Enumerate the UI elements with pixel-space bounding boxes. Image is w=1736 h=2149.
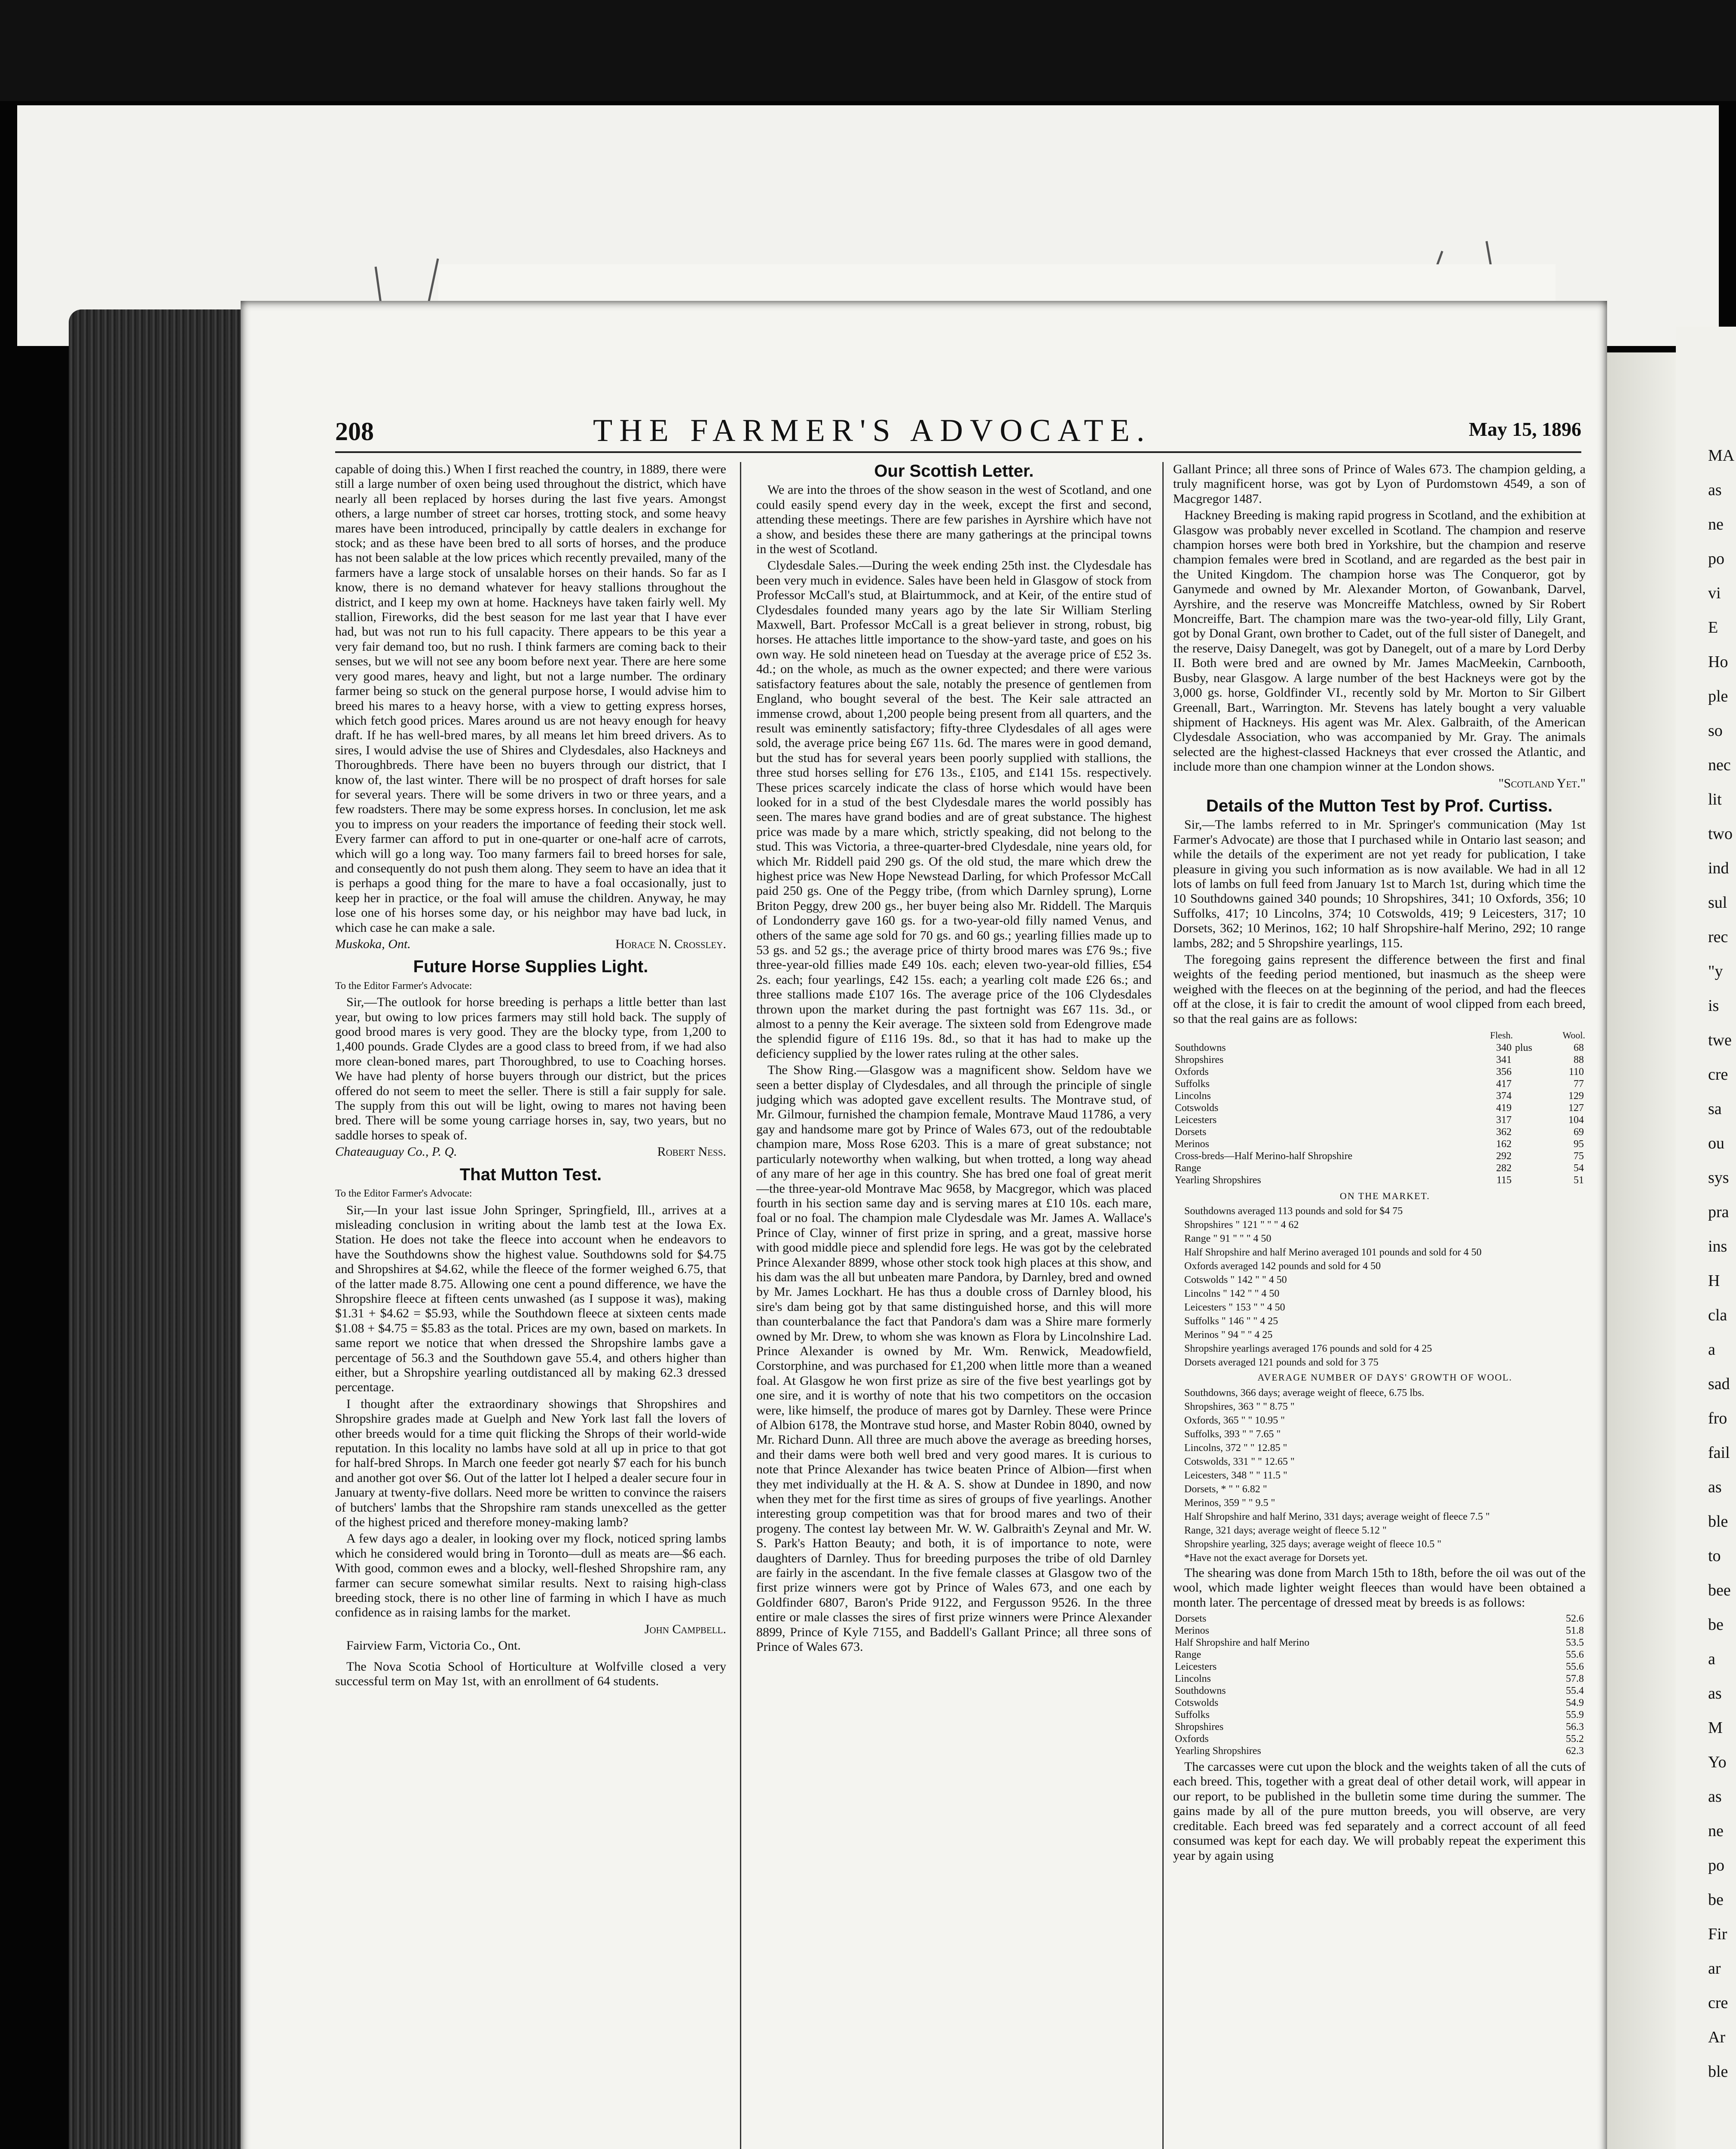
list-item: Leicesters, 348 " " 11.5 " — [1184, 1469, 1287, 1481]
cell-percentage: 55.2 — [1566, 1733, 1584, 1745]
cell-breed: Cross-breds—Half Merino-half Shropshire — [1175, 1151, 1353, 1162]
adjacent-text-fragment: be — [1708, 1891, 1724, 1909]
list-item: Half Shropshire and half Merino averaged 101 pounds and sold for 4 50 — [1184, 1247, 1482, 1258]
adjacent-text-fragment: nec — [1708, 756, 1731, 774]
adjacent-text-fragment: as — [1708, 1478, 1722, 1496]
letter-paragraph: I thought after the extraordinary showings that Shropshires and Shropshire grades made at Guelph and New York last fall the lovers of other breeds would for a time quit flicking the Shrops of their world-wide reputation. In this locality no lambs have sold at all up in price to that got for half-bred Shrops. In March one feeder got nearly $7 each for his bunch and another got over $6. Out of the latter lot I helped a dealer secure four in January at twenty-five dollars. Need more be written to convince the raisers of butchers' lambs that the Shropshire ram stands unexcelled as the getter of the highest priced and therefore money-making lamb? — [335, 1396, 726, 1530]
article-paragraph: We are into the throes of the show season in the west of Scotland, and one could easily spend every day in the week, except the first and second, attending these meetings. There are few parishes in Ayrshire which have not a show, and besides these there are many gatherings at the principal towns in the west of Scotland. — [756, 483, 1152, 557]
cell-plus — [1513, 1126, 1548, 1138]
adjacent-text-fragment: ins — [1708, 1237, 1727, 1255]
table-row — [1173, 1162, 1586, 1174]
list-item: Southdowns, 366 days; average weight of fleece, 6.75 lbs. — [1184, 1387, 1424, 1399]
masthead-title: THE FARMER'S ADVOCATE. — [593, 413, 1152, 448]
cell-flesh: 162 — [1496, 1139, 1512, 1150]
column-rule — [740, 462, 741, 2149]
adjacent-text-fragment: ble — [1708, 1512, 1728, 1531]
cell-percentage: 55.6 — [1566, 1661, 1584, 1673]
list-item: Suffolks " 146 " " 4 25 — [1184, 1316, 1278, 1327]
signature-place: Fairview Farm, Victoria Co., Ont. — [346, 1638, 521, 1653]
cell-flesh: 115 — [1496, 1175, 1512, 1186]
adjacent-text-fragment: Ar — [1708, 2028, 1726, 2046]
cell-wool: 54 — [1574, 1163, 1584, 1174]
cell-breed: Shropshires — [1175, 1721, 1224, 1733]
table-row — [1173, 1126, 1586, 1138]
table-row — [1173, 1685, 1586, 1697]
cell-breed: Lincolns — [1175, 1673, 1211, 1685]
adjacent-text-fragment: is — [1708, 997, 1719, 1015]
adjacent-text-fragment: vi — [1708, 584, 1721, 602]
page-number: 208 — [335, 417, 374, 446]
cell-wool: 51 — [1574, 1175, 1584, 1186]
cell-breed: Lincolns — [1175, 1090, 1211, 1102]
list-item: Oxfords, 365 " " 10.95 " — [1184, 1414, 1285, 1426]
adjacent-text-fragment: fro — [1708, 1409, 1727, 1427]
article-paragraph: The foregoing gains represent the difference between the first and final weights of the feeding period mentioned, but inasmuch as the sheep were weighed with the fleeces on at the beginning of the period, and had the fleeces off at the close, it is fair to credit the amount of wool clipped from each breed, so that the real gains are as follows: — [1173, 952, 1586, 1026]
cell-breed: Range — [1175, 1163, 1201, 1174]
dressed-percentage-table — [1173, 1613, 1586, 1757]
cell-plus — [1513, 1162, 1548, 1174]
market-list — [1173, 1205, 1586, 1368]
adjacent-text-fragment: a — [1708, 1650, 1715, 1668]
letter-paragraph: Sir,—The outlook for horse breeding is perhaps a little better than last year, but owing to low prices farmers may still hold back. The supply of good brood mares is very good. They are the blocky type, from 1,200 to 1,400 pounds. Grade Clydes are a good class to breed from, if we had also more clean-boned mares, part Thoroughbred, to use to Coaching horses. We have had plenty of horse buyers through our district, but the prices offered do not seem to meet the seller. There is still a fair supply for sale. The supply from this out will be light, owing to mares not having been bred. There will be some young carriage horses in, say, two years, but no saddle horses to speak of. — [335, 995, 726, 1142]
cell-flesh: 282 — [1496, 1163, 1512, 1174]
cell-plus — [1513, 1150, 1548, 1162]
adjacent-text-fragment: as — [1708, 1788, 1722, 1806]
table-heading: AVERAGE NUMBER OF DAYS' GROWTH OF WOOL. — [1257, 1372, 1513, 1383]
list-item: Half Shropshire and half Merino, 331 days; average weight of fleece 7.5 " — [1184, 1511, 1490, 1522]
adjacent-text-fragment: Yo — [1708, 1753, 1727, 1771]
table-row — [1173, 1745, 1586, 1757]
cell-plus — [1513, 1174, 1548, 1186]
list-item: Leicesters " 153 " " 4 50 — [1184, 1302, 1285, 1313]
column-rule — [1162, 462, 1164, 2149]
adjacent-text-fragment: twe — [1708, 1031, 1732, 1049]
cell-wool: 75 — [1574, 1151, 1584, 1162]
adjacent-text-fragment: sys — [1708, 1169, 1729, 1187]
cell-percentage: 55.4 — [1566, 1685, 1584, 1697]
book-spine-edge — [69, 309, 249, 2149]
cell-breed: Dorsets — [1175, 1127, 1207, 1138]
list-item: Dorsets, * " " 6.82 " — [1184, 1483, 1267, 1495]
adjacent-page-text — [1708, 438, 1736, 2089]
adjacent-text-fragment: sad — [1708, 1375, 1730, 1393]
cell-percentage: 53.5 — [1566, 1637, 1584, 1649]
table-row — [1173, 1709, 1586, 1721]
list-item: Shropshires " 121 " " " 4 62 — [1184, 1219, 1299, 1231]
adjacent-text-fragment: so — [1708, 722, 1723, 740]
list-item: Cotswolds, 331 " " 12.65 " — [1184, 1456, 1295, 1467]
cell-flesh: 341 — [1496, 1054, 1512, 1066]
table-row — [1173, 1613, 1586, 1625]
column-right — [1173, 462, 1586, 2149]
adjacent-text-fragment: cla — [1708, 1306, 1727, 1324]
list-item: Oxfords averaged 142 pounds and sold for 4 50 — [1184, 1261, 1381, 1272]
list-item: Southdowns averaged 113 pounds and sold for $4 75 — [1184, 1206, 1403, 1217]
article-paragraph: The carcasses were cut upon the block and the weights taken of all the cuts of each breed. This, together with a great deal of other detail work, will appear in our report, to be published in the bulletin some time during the summer. The gains made by all of the pure mutton breeds, you will observe, are very creditable. Each breed was fed separately and a correct account of all feed consumed was kept for each day. We will probably repeat the experiment this year by again using — [1173, 1760, 1586, 1863]
gains-table — [1173, 1029, 1586, 1186]
cell-plus — [1513, 1090, 1548, 1102]
article-paragraph: Clydesdale Sales.—During the week ending 25th inst. the Clydesdale has been very much in evidence. Sales have been held in Glasgow of stock from Professor McCall's stud, at Blairtummock, and at Keir, of the entire stud of Clydesdales founded many years ago by the late Sir William Sterling Maxwell, Bart. Professor McCall is a great believer in strong, robust, big horses. He attaches little importance to the show-yard taste, and goes on his own way. He sold nineteen head on Tuesday at the average price of £52 3s. 4d.; on the whole, as much as the owner expected; and there were various satisfactory features about the sale, notably the presence of gentlemen from England, who bought several of the best. The Keir sale attracted an immense crowd, about 1,200 people being present from all quarters, and the result was eminently satisfactory; fifty-three Clydesdales of all ages were sold, the average price being £67 11s. 6d. The mares were in good demand, but the stud has for several years been poorly supplied with stallions, the three stud horses selling for £76 13s., £105, and £141 15s. respectively. These prices scarcely indicate the class of horse which would have been looked for in a stud of the best Clydesdale mares the world possibly has seen. The mares have grand bodies and are of great substance. The highest price was made by a mare which, strictly speaking, did not belong to the stud. This was Victoria, a three-quarter-bred Clydesdale, nine years old, for which Mr. Riddell paid 290 gs. Of the old stud, the mare which drew the highest price was New Hope Newstead Darling, for which Professor McCall paid 250 gs. One of the Peggy tribe, (from which Darnley sprung), Lorne Briton Peggy, drew 200 gs., her buyer being also Mr. Riddell. The Marquis of Londonderry gave 160 gs. for a two-year-old filly named Venus, and others of the same age sold for 70 gs. and 60 gs.; yearling fillies made up to 53 gs. and 52 gs.; the average price of thirty brood mares was £76 9s.; five three-year-old fillies made £49 10s. each; eleven two-year-old fillies, £54 2s. each; four yearlings, £42 15s. each; a yearling colt made £26 6s.; and three stallions made £107 16s. The average price of the 106 Clydesdales thrown upon the market during the past fortnight was £67 11s. 3d., or almost to a penny the Keir average. The sixteen sold from Edengrove made the splendid figure of £116 19s. 8d., so that it has had to make up the deficiency supplied by the lower rates ruling at the other sales. — [756, 558, 1152, 1061]
signature-name: Horace N. Crossley. — [615, 937, 726, 951]
cell-flesh: 356 — [1496, 1066, 1512, 1078]
footnote: *Have not the exact average for Dorsets yet. — [1184, 1552, 1368, 1564]
table-row — [1173, 1625, 1586, 1637]
cell-wool: 127 — [1568, 1102, 1584, 1114]
cell-flesh: 374 — [1496, 1090, 1512, 1102]
adjacent-text-fragment: pra — [1708, 1203, 1729, 1221]
letter-paragraph: capable of doing this.) When I first reached the country, in 1889, there were still a large number of oxen being used throughout the district, which have nearly all been replaced by horses during the last five years. Amongst others, a large number of street car horses, trotting stock, and some heavy mares have been introduced, principally by cattle dealers in exchange for stock; and as these have been bred to all sorts of horses, and the produce has not been salable at the low prices which recently prevailed, many of the farmers have a large stock of unsalable horses on their hands. So far as I know, there is no demand whatever for heavy stallions throughout the district, and I keep my own at home. Hackneys have taken fairly well. My stallion, Fireworks, did the best season for me last year that I have ever had, but was not run to his full capacity. There appears to be this year a very fair demand too, but no rush. I think farmers are coming back to their senses, but we will not see any boom before next year. There are here some very good mares, heavy and light, but not a large number. The ordinary farmer being so stuck on the general purpose horse, I would advise him to breed his mares to a heavy horse, with a view to getting express horses, which fetch good prices. Mares around us are not heavy enough for heavy draft. If he has well-bred mares, by all means let him breed drivers. As to sires, I would advise the use of Shires and Clydesdales, also Hackneys and Thoroughbreds. There have been no buyers through our district, that I know of, the last winter. There will be no prospect of draft horses for sale for several years. There will be some drivers in two or three years, and a few roadsters. There may be some express horses. In conclusion, let me ask you to impress on your readers the importance of feeding their stock well. Every farmer can afford to put in one-quarter or one-half acre of carrots, which will go a long way. Too many farmers fail to breed horses for sale, and consequently do not push them along. They seem to have an idea that it is perhaps a good thing for the mare to have a foal occasionally, just to keep her in practice, or the foal will amuse the children. Anyway, he may lose one of his horses some day, or his neighbor may have bad luck, in which case he can make a sale. — [335, 462, 726, 935]
list-item: Range, 321 days; average weight of fleece 5.12 " — [1184, 1525, 1387, 1536]
table-row — [1173, 1174, 1586, 1186]
list-item: Lincolns, 372 " " 12.85 " — [1184, 1442, 1287, 1454]
cell-plus: plus — [1515, 1042, 1532, 1054]
article-paragraph: The shearing was done from March 15th to 18th, before the oil was out of the wool, which made lighter weight fleeces than would have been obtained a month later. The percentage of dressed meat by breeds is as follows: — [1173, 1565, 1586, 1610]
wool-list — [1173, 1387, 1586, 1550]
table-row — [1173, 1637, 1586, 1649]
table-row — [1173, 1733, 1586, 1745]
cell-breed: Oxfords — [1175, 1733, 1209, 1745]
adjacent-text-fragment: MA — [1708, 447, 1735, 465]
cell-breed: Cotswolds — [1175, 1102, 1219, 1114]
list-item: Shropshires, 363 " " 8.75 " — [1184, 1401, 1295, 1412]
cell-breed: Half Shropshire and half Merino — [1175, 1637, 1310, 1649]
cell-breed: Southdowns — [1175, 1042, 1226, 1054]
cell-flesh: 317 — [1496, 1114, 1512, 1126]
cell-breed: Merinos — [1175, 1139, 1209, 1150]
article-paragraph: Hackney Breeding is making rapid progress in Scotland, and the exhibition at Glasgow was probably never excelled in Scotland. The champion and reserve champion horses were both bred in Yorkshire, but the champion and reserve champion females were bred in Scotland, and are regarded as the best pair in the United Kingdom. The champion horse was The Conqueror, got by Ganymede and owned by Mr. Alexander Morton, of Gowanbank, Darvel, Ayrshire, and the reserve was Moncreiffe Matchless, owned by Sir Robert Moncreiffe, Bart. The champion mare was the two-year-old filly, Lily Grant, got by Donal Grant, own brother to Cadet, out of the full sister of Danegelt, and the reserve, Daisy Danegelt, was got by Danegelt, out of a mare by Lord Derby II. Both were bred and are owned by Mr. James MacMeekin, Carnbooth, Busby, near Glasgow. A large number of the best Hackneys were got by the 3,000 gs. horse, Goldfinder VI., recently sold by Mr. Morton to Sir Gilbert Greenall, Bart., Warrington. Mr. Stevens has lately bought a very valuable shipment of Hackneys. His agent was Mr. Alex. Galbraith, of the American Clydesdale Association, who was accompanied by Mr. Gray. The animals selected are the highest-classed Hackneys that ever crossed the Atlantic, and include more than one champion winner at the London shows. — [1173, 508, 1586, 774]
film-border-top — [0, 0, 1736, 101]
cell-breed: Suffolks — [1175, 1709, 1210, 1721]
cell-breed: Yearling Shropshires — [1175, 1745, 1261, 1757]
table-row — [1173, 1150, 1586, 1162]
cell-percentage: 51.8 — [1566, 1625, 1584, 1637]
adjacent-text-fragment: lit — [1708, 790, 1722, 808]
cell-plus — [1513, 1138, 1548, 1150]
cell-plus — [1513, 1102, 1548, 1114]
cell-breed: Suffolks — [1175, 1078, 1210, 1090]
adjacent-text-fragment: ar — [1708, 1959, 1721, 1978]
issue-date: May 15, 1896 — [1469, 418, 1581, 440]
editor-salutation: To the Editor Farmer's Advocate: — [335, 1188, 472, 1200]
table-row — [1173, 1054, 1586, 1066]
cell-breed: Shropshires — [1175, 1054, 1224, 1066]
list-item: Range " 91 " " " 4 50 — [1184, 1233, 1271, 1245]
table-row — [1173, 1078, 1586, 1090]
table-row — [1173, 1090, 1586, 1102]
signature-name: "Scotland Yet." — [1498, 776, 1586, 790]
adjacent-text-fragment: fail — [1708, 1444, 1730, 1462]
cell-wool: 104 — [1568, 1114, 1584, 1126]
cell-breed: Cotswolds — [1175, 1697, 1219, 1709]
cell-percentage: 55.9 — [1566, 1709, 1584, 1721]
adjacent-text-fragment: po — [1708, 550, 1724, 568]
cell-percentage: 56.3 — [1566, 1721, 1584, 1733]
column-left — [335, 462, 726, 2149]
list-item: Lincolns " 142 " " 4 50 — [1184, 1288, 1280, 1300]
news-note: The Nova Scotia School of Horticulture at Wolfville closed a very successful term on May 1st, with an enrollment of 64 students. — [335, 1659, 726, 1689]
table-row — [1173, 1673, 1586, 1685]
cell-percentage: 55.6 — [1566, 1649, 1584, 1661]
signature — [335, 1145, 726, 1159]
adjacent-text-fragment: as — [1708, 1684, 1722, 1702]
column-middle — [756, 462, 1152, 2149]
cell-plus — [1513, 1078, 1548, 1090]
cell-plus — [1513, 1054, 1548, 1066]
list-item: Shropshire yearlings averaged 176 pounds and sold for 4 25 — [1184, 1343, 1432, 1355]
adjacent-text-fragment: to — [1708, 1547, 1721, 1565]
page-gutter — [1607, 352, 1676, 2149]
cell-wool: 95 — [1574, 1139, 1584, 1150]
table-row — [1173, 1066, 1586, 1078]
adjacent-text-fragment: ne — [1708, 515, 1724, 533]
article-heading: Details of the Mutton Test by Prof. Curtiss. — [1206, 796, 1553, 815]
cell-breed: Merinos — [1175, 1625, 1209, 1637]
table-row — [1173, 1102, 1586, 1114]
editor-salutation: To the Editor Farmer's Advocate: — [335, 980, 472, 992]
cell-percentage: 52.6 — [1566, 1613, 1584, 1625]
cell-percentage: 62.3 — [1566, 1745, 1584, 1757]
table-row — [1173, 1138, 1586, 1150]
cell-wool: 129 — [1568, 1090, 1584, 1102]
cell-breed: Yearling Shropshires — [1175, 1175, 1261, 1186]
adjacent-text-fragment: Fir — [1708, 1925, 1727, 1943]
list-item: Merinos " 94 " " 4 25 — [1184, 1329, 1273, 1341]
adjacent-text-fragment: two — [1708, 825, 1733, 843]
signature-name: Robert Ness. — [657, 1145, 726, 1159]
column-header: Flesh. — [1490, 1030, 1513, 1041]
adjacent-text-fragment: ple — [1708, 687, 1728, 705]
adjacent-text-fragment: ne — [1708, 1822, 1724, 1840]
cell-breed: Leicesters — [1175, 1661, 1217, 1673]
cell-breed: Southdowns — [1175, 1685, 1226, 1697]
adjacent-text-fragment: E — [1708, 618, 1718, 637]
adjacent-text-fragment: "y — [1708, 962, 1723, 980]
letter-paragraph: Sir,—In your last issue John Springer, Springfield, Ill., arrives at a misleading conclusion in writing about the lamb test at the Iowa Ex. Station. He does not take the fleece into account when he endeavors to have the Southdowns show the highest value. Southdowns sold for $4.75 and Shropshires at $4.62, while the fleece of the former weighed 6.75, that of the latter made 8.75. Allowing one cent a pound difference, we have the Shropshire fleece at fifteen cents unwashed (as I suppose it was), making $1.31 + $4.62 = $5.93, while the Southdown fleece at sixteen cents made $1.08 + $4.75 = $5.83 as the total. Prices are my own, based on markets. In same report we notice that when dressed the Shropshire lambs gave a percentage of 56.3 and the Southdown gave 55.4, and others higher than either, but a Shropshire yearling outdistanced all by making 62.3 dressed percentage. — [335, 1203, 726, 1395]
cell-percentage: 54.9 — [1566, 1697, 1584, 1709]
table-row — [1173, 1114, 1586, 1126]
adjacent-text-fragment: be — [1708, 1616, 1724, 1634]
adjacent-text-fragment: cre — [1708, 1994, 1728, 2012]
cell-flesh: 340 — [1496, 1042, 1512, 1054]
cell-breed: Oxfords — [1175, 1066, 1209, 1078]
cell-flesh: 292 — [1496, 1151, 1512, 1162]
table-row — [1173, 1697, 1586, 1709]
cell-breed: Range — [1175, 1649, 1201, 1661]
adjacent-text-fragment: a — [1708, 1341, 1715, 1359]
table-row — [1173, 1042, 1586, 1054]
cell-wool: 68 — [1574, 1042, 1584, 1054]
cell-plus — [1513, 1114, 1548, 1126]
cell-wool: 69 — [1574, 1127, 1584, 1138]
article-heading: That Mutton Test. — [459, 1165, 602, 1184]
cell-breed: Dorsets — [1175, 1613, 1207, 1625]
article-paragraph: The Show Ring.—Glasgow was a magnificent show. Seldom have we seen a better display of Clydesdales, and all through the principle of single judging which was adopted gave excellent results. The Montrave stud, of Mr. Gilmour, furnished the champion female, Montrave Maud 11786, a very gay and handsome mare got by Prince of Wales 673, out of the redoubtable champion mare, Moss Rose 6203. This is a mare of great substance; not particularly noteworthy when walking, but when trotted, a long way ahead of any mare of her age in this country. She has bred one foal of great merit—the three-year-old Montrave Mac 9658, by Macgregor, which was placed fourth in his section same day and is serving mares at £10 10s. each mare, foal or no foal. The champion male Clydesdale was Mr. James A. Wallace's Prince of Clay, winner of first prize in spring, and a great, massive horse with good middle piece and splendid fore legs. He was got by the celebrated Prince Alexander 8899, whose other stock took high places at this show, and his dam was the all but unbeaten mare Pandora, by Darnley, bred and owned by Mr. James Lockhart. He has thus a double cross of Darnley blood, his sire's dam being got by that same distinguished horse, and this will more than counterbalance the fact that Pandora's dam was a Shire mare formerly owned by Mr. Drew, to whom she was known as Flora by Lincolnshire Lad. Prince Alexander is owned by Mr. Wm. Renwick, Meadowfield, Corstorphine, and was purchased for £1,200 when little more than a weaned foal. At Glasgow he won first prize as sire of the five best yearlings got by one sire, and it is worthy of note that his two competitors on the occasion were, like himself, the produce of mares got by Darnley. These were Prince of Albion 6178, the Montrave stud horse, and Master Robin 8040, owned by Mr. Richard Dunn. All three are much above the average as breeding horses, and their dams were both well bred and very good mares. It is curious to note that Prince Alexander has twice beaten Prince of Albion—first when they met individually at the H. & A. S. show at Dundee in 1890, and now when they met for the first time as sires of groups of five yearlings. Another interesting group competition was that for brood mares and two of their progeny. The contest lay between Mr. W. W. Galbraith's Zeynal and Mr. W. S. Park's Hatton Beauty; and both, it is of importance to note, were daughters of Darnley. Thus for breeding purposes the tribe of old Darnley are fairly in the ascendant. In the five female classes at Glasgow two of the first prize winners were got by Prince of Wales 673, and one each by Goldfinder 6807, Baron's Pride 9122, and Fergusson 9526. In the three entire or male classes the sires of first prize winners were Prince Alexander 8899, Prince of Kyle 7155, and Baddell's Gallant Prince; all three sons of Prince of Wales 673. — [756, 1063, 1152, 1654]
cell-plus — [1513, 1066, 1548, 1078]
table-row — [1173, 1721, 1586, 1733]
adjacent-text-fragment: cre — [1708, 1065, 1728, 1084]
cell-flesh: 419 — [1496, 1102, 1512, 1114]
adjacent-text-fragment: H — [1708, 1272, 1720, 1290]
adjacent-text-fragment: ou — [1708, 1134, 1724, 1152]
cell-wool: 110 — [1568, 1066, 1584, 1078]
adjacent-text-fragment: rec — [1708, 928, 1728, 946]
adjacent-text-fragment: Ho — [1708, 653, 1728, 671]
table-heading: ON THE MARKET. — [1340, 1191, 1430, 1202]
signature-name: John Campbell. — [644, 1622, 726, 1636]
adjacent-text-fragment: ble — [1708, 2063, 1728, 2081]
letter-paragraph: A few days ago a dealer, in looking over my flock, noticed spring lambs which he considered would bring in Toronto—dull as meats are—$6 each. With good, common ewes and a blocky, well-fleshed Shropshire ram, any farmer can secure somewhat similar results. Next to raising high-class breeding stock, there is no other line of farming in which I have as much confidence as in raising lambs for the market. — [335, 1531, 726, 1620]
adjacent-text-fragment: sul — [1708, 894, 1727, 912]
article-heading: Future Horse Supplies Light. — [413, 957, 648, 977]
signature-place: Muskoka, Ont. — [335, 937, 411, 951]
article-heading: Our Scottish Letter. — [874, 462, 1034, 481]
column-header: Wool. — [1562, 1030, 1585, 1041]
list-item: Suffolks, 393 " " 7.65 " — [1184, 1428, 1281, 1440]
table-row — [1173, 1661, 1586, 1673]
list-item: Dorsets averaged 121 pounds and sold for 3 75 — [1184, 1357, 1378, 1368]
adjacent-text-fragment: as — [1708, 481, 1722, 499]
adjacent-text-fragment: M — [1708, 1719, 1723, 1737]
list-item: Cotswolds " 142 " " 4 50 — [1184, 1274, 1287, 1286]
article-paragraph: Gallant Prince; all three sons of Prince of Wales 673. The champion gelding, a truly magnificent horse, was got by Lyon of Purdomstown 4549, a son of Macgregor 1487. — [1173, 462, 1586, 506]
cell-wool: 77 — [1574, 1078, 1584, 1090]
cell-percentage: 57.8 — [1566, 1673, 1584, 1685]
article-paragraph: Sir,—The lambs referred to in Mr. Springer's communication (May 1st Farmer's Advocate) are those that I purchased while in Ontario last season; and while the details of the experiment are not yet ready for publication, I take pleasure in giving you such information as is now available. We had in all 12 lots of lambs on full feed from January 1st to March 1st, during which time the 10 Southdowns gained 340 pounds; 10 Shropshires, 341; 10 Oxfords, 356; 10 Suffolks, 417; 10 Lincolns, 374; 10 Cotswolds, 419; 9 Leicesters, 317; 10 Dorsets, 362; 10 Merinos, 162; 10 half Shropshire-half Merino, 292; 10 range lambs, 282; and 5 Shropshire yearlings, 115. — [1173, 817, 1586, 950]
cell-breed: Leicesters — [1175, 1114, 1217, 1126]
adjacent-text-fragment: ind — [1708, 859, 1729, 877]
cell-flesh: 417 — [1496, 1078, 1512, 1090]
adjacent-text-fragment: po — [1708, 1856, 1724, 1874]
table-row — [1173, 1649, 1586, 1661]
cell-flesh: 362 — [1496, 1127, 1512, 1138]
signature — [335, 937, 726, 952]
list-item: Merinos, 359 " " 9.5 " — [1184, 1497, 1275, 1509]
list-item: Shropshire yearling, 325 days; average weight of fleece 10.5 " — [1184, 1538, 1442, 1550]
adjacent-text-fragment: bee — [1708, 1581, 1731, 1599]
signature-place: Chateauguay Co., P. Q. — [335, 1145, 457, 1159]
cell-wool: 88 — [1574, 1054, 1584, 1066]
page-header — [335, 413, 1581, 453]
adjacent-text-fragment: sa — [1708, 1100, 1722, 1118]
